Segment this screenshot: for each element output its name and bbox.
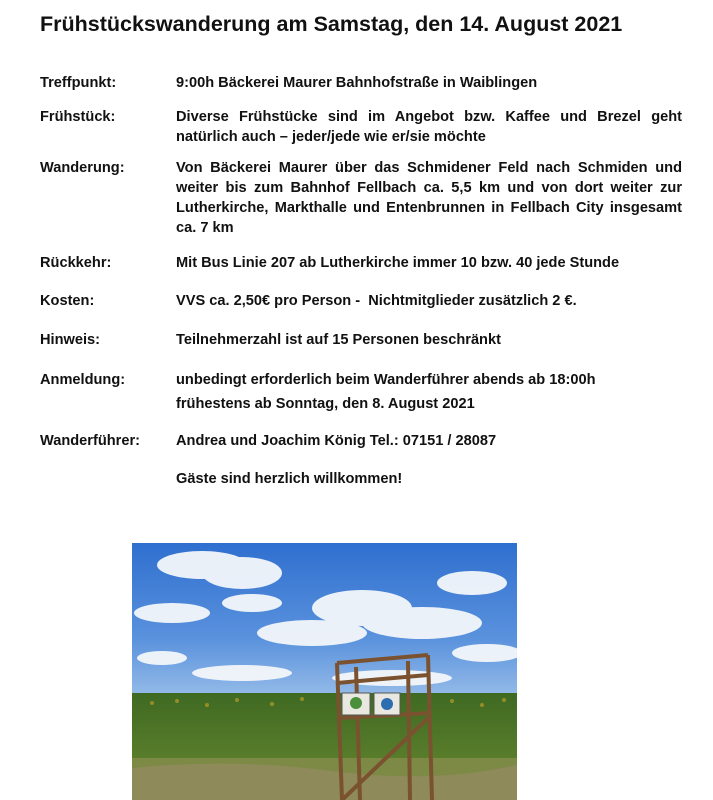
detail-value: 9:00h Bäckerei Maurer Bahnhofstraße in Waiblingen <box>176 75 538 91</box>
welcome-text: Gäste sind herzlich willkommen! <box>176 471 403 487</box>
detail-label: Wanderung: <box>40 160 125 176</box>
landscape-photo <box>132 543 517 800</box>
detail-value: unbedingt erforderlich beim Wanderführer abends ab 18:00h <box>176 372 596 388</box>
sunflower-field <box>132 693 517 768</box>
detail-value: VVS ca. 2,50€ pro Person - Nichtmitglieder zusätzlich 2 €. <box>176 293 577 309</box>
detail-value: Mit Bus Linie 207 ab Lutherkirche immer 10 bzw. 40 jede Stunde <box>176 255 620 271</box>
detail-value: Diverse Frühstücke sind im Angebot bzw. Kaffee und Brezel geht natürlich auch – jeder/jede wie er/sie möchte <box>176 109 682 145</box>
detail-value: Andrea und Joachim König Tel.: 07151 / 28087 <box>176 433 497 449</box>
detail-label: Hinweis: <box>40 332 101 348</box>
detail-value: Von Bäckerei Maurer über das Schmidener Feld nach Schmiden und weiter bis zum Bahnhof Fellbach ca. 5,5 km und von dort weiter zur Lutherkirche, Markthalle und Entenbrunnen in Fellbach City insgesamt ca. 7 km <box>176 160 682 236</box>
detail-label: Frühstück: <box>40 109 116 125</box>
detail-label: Treffpunkt: <box>40 75 117 91</box>
detail-label: Anmeldung: <box>40 372 126 388</box>
detail-value: Teilnehmerzahl ist auf 15 Personen beschränkt <box>176 332 501 348</box>
page-title: Frühstückswanderung am Samstag, den 14. August 2021 <box>40 12 623 36</box>
detail-label: Kosten: <box>40 293 95 309</box>
detail-label: Rückkehr: <box>40 255 112 271</box>
detail-value-2: frühestens ab Sonntag, den 8. August 2021 <box>176 396 475 412</box>
detail-label: Wanderführer: <box>40 433 140 449</box>
